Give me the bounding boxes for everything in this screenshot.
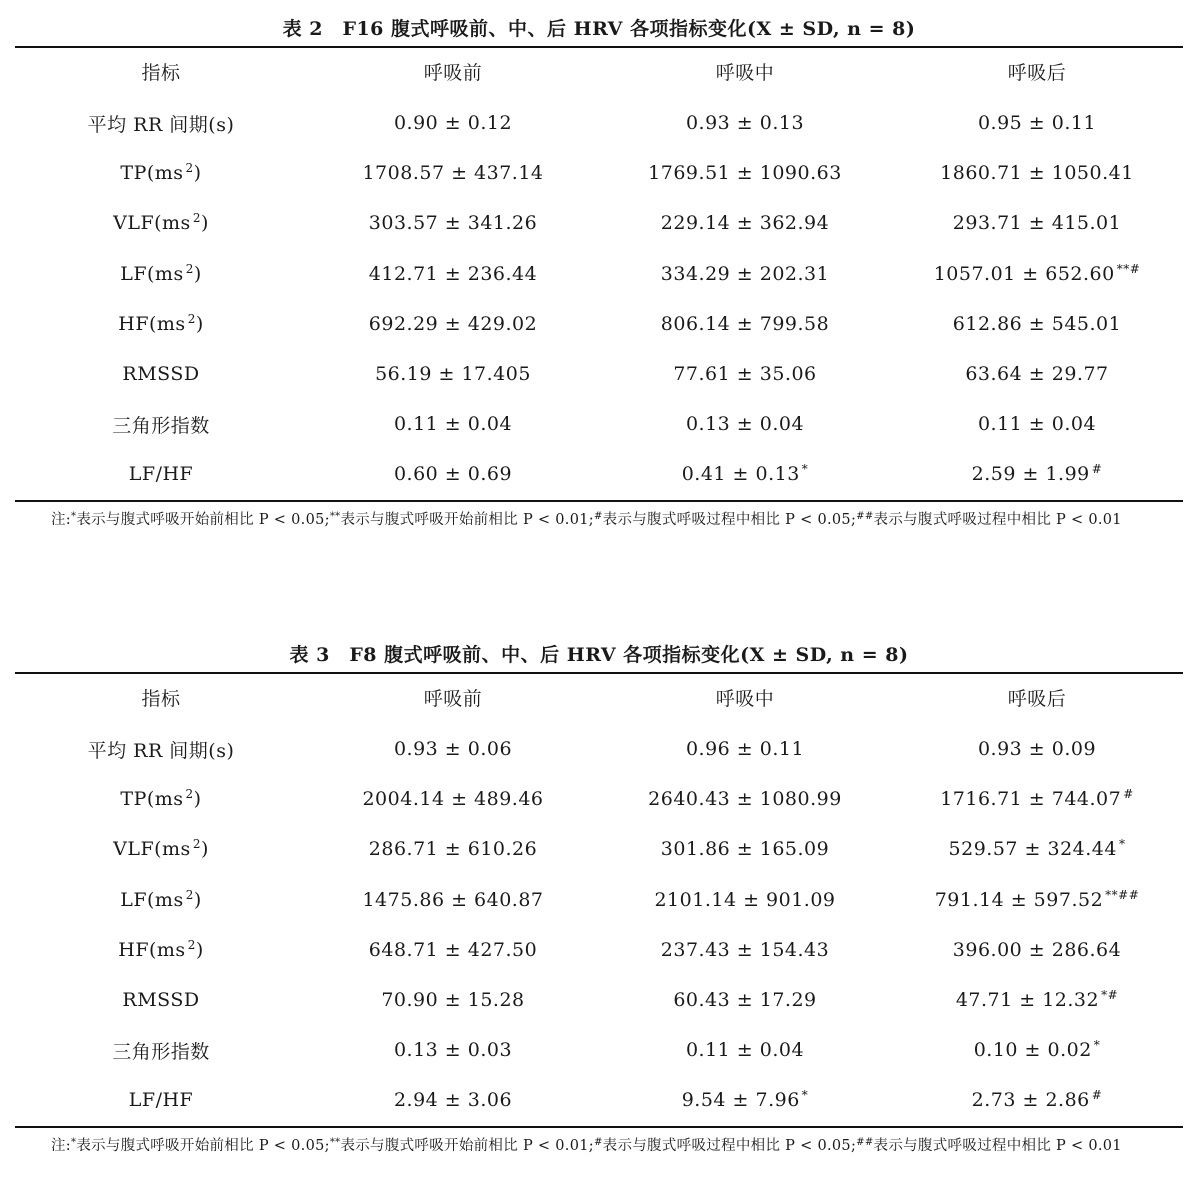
cell-text: 293.71 ± 415.01 (952, 212, 1122, 235)
cell-value (599, 1075, 891, 1125)
cell-text: 396.00 ± 286.64 (952, 938, 1122, 961)
data-table (15, 48, 1183, 500)
cell-text: 0.11 ± 0.04 (977, 413, 1097, 436)
cell-text: LF(ms (120, 262, 184, 285)
cell-text: 0.41 ± 0.13 (681, 463, 800, 486)
superscript-mark: 2 (185, 261, 194, 276)
row-label (15, 720, 307, 774)
cell-text: 0.60 ± 0.69 (393, 463, 513, 486)
note-text: 表示与腹式呼吸开始前相比 P < 0.05; (76, 1137, 330, 1154)
table-row (15, 148, 1183, 198)
table-row (15, 925, 1183, 975)
cell-value (891, 774, 1183, 824)
table-row (15, 349, 1183, 399)
cell-text: LF/HF (128, 463, 194, 486)
row-label (15, 774, 307, 824)
superscript-mark: * (1118, 837, 1126, 852)
cell-text: 0.93 ± 0.09 (977, 738, 1097, 761)
cell-text: LF/HF (128, 1089, 194, 1112)
cell-text: 806.14 ± 799.58 (660, 312, 830, 335)
cell-text: 三角形指数 (112, 414, 210, 437)
superscript-mark: # (1091, 462, 1103, 477)
cell-text: 529.57 ± 324.44 (948, 838, 1117, 861)
header-after: 呼吸后 (1007, 687, 1067, 710)
table-row (15, 299, 1183, 349)
cell-value (307, 449, 599, 499)
cell-value (307, 349, 599, 399)
note-text: 表示与腹式呼吸开始前相比 P < 0.05; (76, 511, 330, 528)
cell-text-suffix: ) (193, 788, 202, 811)
table-row (15, 774, 1183, 824)
cell-value (307, 720, 599, 774)
table-title: 表 3 F8 腹式呼吸前、中、后 HRV 各项指标变化(X ± SD, n = 8) (289, 644, 909, 666)
superscript-mark: 2 (187, 311, 196, 326)
cell-text-suffix: ) (195, 938, 204, 961)
cell-text: 1860.71 ± 1050.41 (940, 162, 1134, 185)
table-row (15, 249, 1183, 299)
superscript-mark: 2 (185, 887, 194, 902)
cell-text: 2101.14 ± 901.09 (654, 888, 836, 911)
cell-text: 1716.71 ± 744.07 (940, 788, 1122, 811)
cell-text: 301.86 ± 165.09 (660, 838, 830, 861)
table-row (15, 1025, 1183, 1075)
cell-text: VLF(ms (113, 838, 191, 861)
row-label (15, 449, 307, 499)
cell-text: 70.90 ± 15.28 (381, 989, 525, 1012)
cell-text: 1708.57 ± 437.14 (362, 162, 544, 185)
note-mark: * (71, 1136, 77, 1148)
note-text: 表示与腹式呼吸过程中相比 P < 0.05; (602, 1137, 857, 1154)
row-label (15, 824, 307, 874)
row-label (15, 875, 307, 925)
cell-value (307, 399, 599, 449)
cell-value (599, 1025, 891, 1075)
cell-text: 1769.51 ± 1090.63 (648, 162, 842, 185)
cell-text-suffix: ) (200, 212, 209, 235)
header-during: 呼吸中 (715, 687, 775, 710)
row-label (15, 975, 307, 1025)
cell-value (307, 824, 599, 874)
note-mark: * (71, 510, 77, 522)
note-text: 注: (51, 511, 71, 528)
cell-text: 0.13 ± 0.03 (393, 1039, 513, 1062)
cell-value (891, 148, 1183, 198)
header-indicator: 指标 (141, 687, 181, 710)
note-mark: ## (856, 1136, 874, 1148)
row-label (15, 299, 307, 349)
header-row (15, 48, 1183, 94)
row-label (15, 249, 307, 299)
cell-value (891, 875, 1183, 925)
cell-value (307, 148, 599, 198)
table-title: 表 2 F16 腹式呼吸前、中、后 HRV 各项指标变化(X ± SD, n = 8) (282, 18, 916, 40)
cell-text-suffix: ) (200, 838, 209, 861)
cell-text: RMSSD (122, 363, 200, 386)
cell-text: 平均 RR 间期(s) (87, 113, 235, 136)
cell-value (307, 249, 599, 299)
table-row (15, 1075, 1183, 1125)
cell-text: 0.90 ± 0.12 (393, 112, 513, 135)
cell-value (307, 975, 599, 1025)
cell-value (891, 975, 1183, 1025)
row-label (15, 94, 307, 148)
cell-text: 791.14 ± 597.52 (934, 888, 1104, 911)
row-label (15, 925, 307, 975)
cell-text: 2004.14 ± 489.46 (362, 788, 544, 811)
superscript-mark: # (1091, 1088, 1103, 1103)
cell-text: 9.54 ± 7.96 (681, 1089, 800, 1112)
header-before: 呼吸前 (423, 687, 483, 710)
cell-value (307, 774, 599, 824)
cell-value (599, 198, 891, 248)
cell-text-suffix: ) (193, 262, 202, 285)
cell-value (599, 975, 891, 1025)
cell-value (599, 720, 891, 774)
note-text: 表示与腹式呼吸过程中相比 P < 0.01 (873, 1137, 1122, 1154)
cell-text: 56.19 ± 17.405 (375, 363, 531, 386)
cell-value (891, 349, 1183, 399)
table-row (15, 399, 1183, 449)
cell-text: 0.93 ± 0.06 (393, 738, 513, 761)
row-label (15, 349, 307, 399)
row-label (15, 148, 307, 198)
cell-value (599, 299, 891, 349)
cell-text: LF(ms (120, 888, 184, 911)
cell-value (307, 925, 599, 975)
cell-text-suffix: ) (193, 888, 202, 911)
header-indicator: 指标 (141, 61, 181, 84)
note-text: 表示与腹式呼吸开始前相比 P < 0.01; (340, 1137, 594, 1154)
superscript-mark: 2 (187, 937, 196, 952)
cell-value (599, 824, 891, 874)
header-during: 呼吸中 (715, 61, 775, 84)
row-label (15, 1025, 307, 1075)
cell-value (891, 720, 1183, 774)
cell-text: 1057.01 ± 652.60 (933, 262, 1115, 285)
cell-text: 三角形指数 (112, 1040, 210, 1063)
header-after: 呼吸后 (1007, 61, 1067, 84)
note-mark: # (593, 1136, 603, 1148)
cell-text-suffix: ) (193, 162, 202, 185)
superscript-mark: **# (1116, 261, 1141, 276)
cell-text: 平均 RR 间期(s) (87, 739, 235, 762)
cell-text: 237.43 ± 154.43 (660, 938, 830, 961)
cell-value (891, 399, 1183, 449)
cell-value (599, 925, 891, 975)
table-row (15, 94, 1183, 148)
note-text: 表示与腹式呼吸过程中相比 P < 0.01 (873, 511, 1122, 528)
cell-text: 229.14 ± 362.94 (660, 212, 830, 235)
cell-value (307, 1075, 599, 1125)
cell-text: RMSSD (122, 989, 200, 1012)
cell-text: 47.71 ± 12.32 (955, 989, 1100, 1012)
table-row (15, 875, 1183, 925)
superscript-mark: 2 (192, 837, 201, 852)
cell-value (891, 824, 1183, 874)
cell-value (599, 349, 891, 399)
cell-text: 1475.86 ± 640.87 (362, 888, 544, 911)
cell-text: 612.86 ± 545.01 (952, 312, 1122, 335)
cell-value (599, 875, 891, 925)
cell-text: 334.29 ± 202.31 (660, 262, 830, 285)
cell-text: 0.11 ± 0.04 (393, 413, 513, 436)
cell-value (307, 198, 599, 248)
cell-text: TP(ms (120, 162, 184, 185)
superscript-mark: * (801, 1088, 809, 1103)
superscript-mark: 2 (192, 211, 201, 226)
note-mark: ** (329, 510, 341, 522)
cell-value (599, 249, 891, 299)
cell-value (891, 249, 1183, 299)
table-row (15, 720, 1183, 774)
cell-value (307, 1025, 599, 1075)
note-text: 表示与腹式呼吸开始前相比 P < 0.01; (340, 511, 594, 528)
table-row (15, 824, 1183, 874)
superscript-mark: # (1123, 787, 1134, 802)
cell-text: HF(ms (118, 312, 186, 335)
superscript-mark: * (1093, 1038, 1101, 1053)
superscript-mark: *# (1101, 988, 1119, 1003)
cell-text: 303.57 ± 341.26 (368, 212, 538, 235)
cell-text: 692.29 ± 429.02 (368, 312, 538, 335)
cell-text: 0.11 ± 0.04 (685, 1039, 805, 1062)
cell-text: 412.71 ± 236.44 (368, 262, 538, 285)
table-3 (15, 638, 1183, 1159)
data-table (15, 674, 1183, 1126)
cell-value (891, 198, 1183, 248)
table-row (15, 198, 1183, 248)
cell-value (307, 94, 599, 148)
cell-text: 63.64 ± 29.77 (965, 363, 1109, 386)
note-text: 注: (51, 1137, 71, 1154)
table-row (15, 975, 1183, 1025)
cell-text: 60.43 ± 17.29 (673, 989, 817, 1012)
cell-text: 648.71 ± 427.50 (368, 938, 538, 961)
cell-value (891, 449, 1183, 499)
superscript-mark: * (801, 462, 809, 477)
table-row (15, 449, 1183, 499)
cell-text: 2.59 ± 1.99 (971, 463, 1090, 486)
cell-value (891, 94, 1183, 148)
note-mark: ** (329, 1136, 341, 1148)
cell-text: HF(ms (118, 938, 186, 961)
header-before: 呼吸前 (423, 61, 483, 84)
cell-text: 2.73 ± 2.86 (971, 1089, 1090, 1112)
superscript-mark: **## (1105, 887, 1140, 902)
cell-text: 0.13 ± 0.04 (685, 413, 805, 436)
cell-value (891, 1075, 1183, 1125)
cell-value (891, 925, 1183, 975)
table-note (15, 1128, 1183, 1159)
cell-value (599, 449, 891, 499)
note-mark: # (593, 510, 603, 522)
header-row (15, 674, 1183, 720)
row-label (15, 1075, 307, 1125)
note-mark: ## (856, 510, 874, 522)
cell-text: 2640.43 ± 1080.99 (648, 788, 842, 811)
table-2 (15, 12, 1183, 533)
cell-text: 77.61 ± 35.06 (673, 363, 817, 386)
row-label (15, 399, 307, 449)
cell-text: VLF(ms (113, 212, 191, 235)
cell-text-suffix: ) (195, 312, 204, 335)
cell-text: 2.94 ± 3.06 (393, 1089, 513, 1112)
cell-text: 0.96 ± 0.11 (685, 738, 805, 761)
row-label (15, 198, 307, 248)
cell-value (307, 875, 599, 925)
cell-value (891, 299, 1183, 349)
cell-text: TP(ms (120, 788, 184, 811)
cell-value (599, 774, 891, 824)
cell-value (599, 94, 891, 148)
cell-text: 0.10 ± 0.02 (973, 1039, 1092, 1062)
cell-value (599, 399, 891, 449)
superscript-mark: 2 (185, 161, 194, 176)
cell-value (599, 148, 891, 198)
table-note (15, 502, 1183, 533)
cell-value (891, 1025, 1183, 1075)
note-text: 表示与腹式呼吸过程中相比 P < 0.05; (602, 511, 857, 528)
cell-text: 0.93 ± 0.13 (685, 112, 805, 135)
cell-text: 286.71 ± 610.26 (368, 838, 538, 861)
cell-value (307, 299, 599, 349)
superscript-mark: 2 (185, 787, 194, 802)
cell-text: 0.95 ± 0.11 (977, 112, 1097, 135)
